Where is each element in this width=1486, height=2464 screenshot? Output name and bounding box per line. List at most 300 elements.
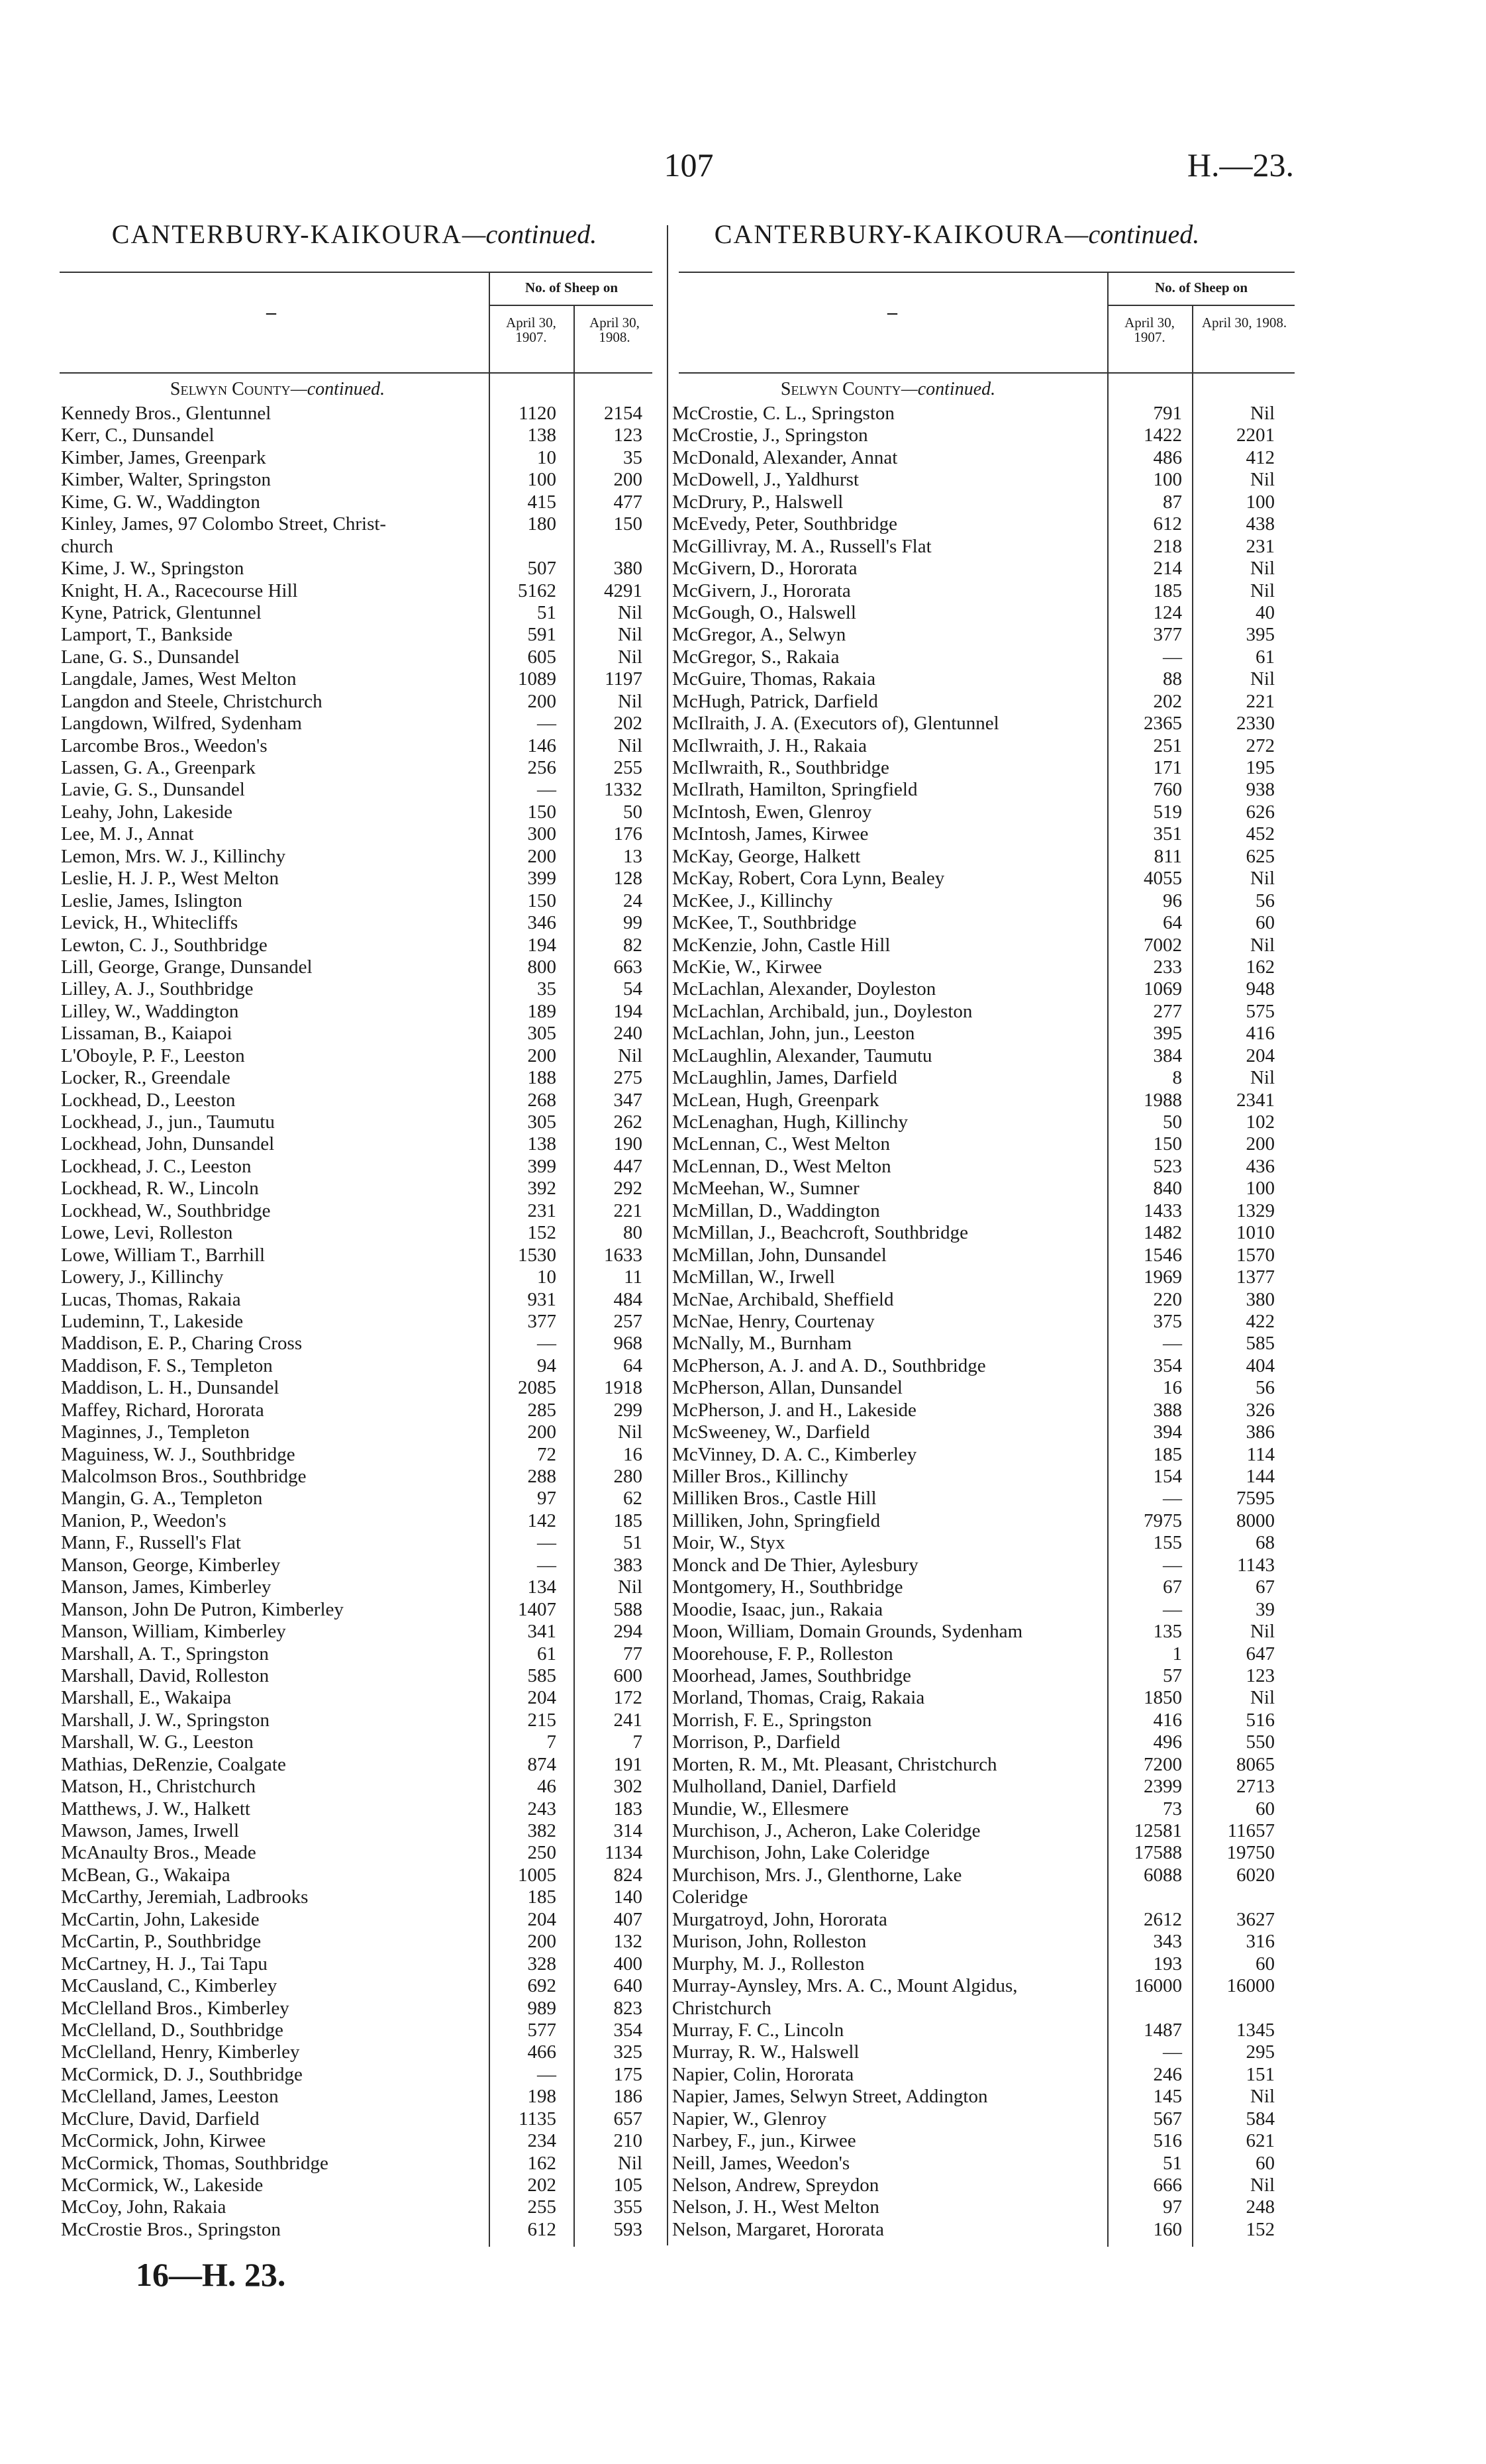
row-name: Morten, R. M., Mt. Pleasant, Christchurch (672, 1753, 997, 1775)
row-name: McGuire, Thomas, Rakaia (672, 668, 876, 690)
table-row (61, 1001, 657, 1023)
row-name: Lee, M. J., Annat (61, 823, 194, 845)
sheep-1908: Nil (1250, 558, 1275, 580)
table-row (672, 823, 1295, 845)
sheep-1908: Nil (617, 2152, 642, 2174)
sheep-1908: 447 (613, 1155, 642, 1177)
row-name: Mundie, W., Ellesmere (672, 1798, 849, 1820)
table-row (672, 513, 1295, 535)
sheep-1908: 280 (613, 1466, 642, 1487)
sheep-1908: 60 (1256, 912, 1275, 934)
sheep-1907: 202 (527, 2175, 556, 2196)
table-row (61, 890, 657, 912)
sheep-1907: 171 (1153, 757, 1182, 778)
sheep-1907: 2399 (1144, 1776, 1182, 1798)
sheep-1907: 1089 (518, 668, 556, 690)
row-name: Leslie, James, Islington (61, 890, 242, 911)
table-row (672, 1090, 1295, 1111)
row-name: Murchison, Mrs. J., Glenthorne, Lake (672, 1864, 962, 1886)
sheep-1908: 588 (613, 1598, 642, 1620)
sheep-1908: 1134 (605, 1842, 642, 1864)
table-row (61, 1665, 657, 1687)
sheep-1908: Nil (1250, 1067, 1275, 1089)
sheep-1908: 316 (1246, 1931, 1275, 1953)
row-name: Maguiness, W. J., Southbridge (61, 1443, 295, 1465)
sheep-1908: 123 (613, 425, 642, 446)
row-name: Langdale, James, West Melton (61, 668, 297, 690)
table-row (672, 558, 1295, 580)
sheep-1908: 354 (613, 2019, 642, 2041)
sheep-1907: 300 (527, 823, 556, 845)
row-name: Morrish, F. E., Springston (672, 1709, 872, 1731)
sheep-1908: 294 (613, 1621, 642, 1643)
sheep-1907: 6088 (1144, 1864, 1182, 1886)
row-name: Moodie, Isaac, jun., Rakaia (672, 1598, 883, 1620)
row-name: Kyne, Patrick, Glentunnel (61, 601, 262, 623)
sheep-1907: — (1163, 646, 1182, 668)
right-county: Selwyn County (780, 379, 901, 399)
row-name: Nelson, J. H., West Melton (672, 2196, 879, 2218)
sheep-1908: 176 (613, 823, 642, 845)
sheep-1907: 8 (1172, 1067, 1182, 1089)
sheep-1907: 200 (527, 845, 556, 867)
sheep-1908: 240 (613, 1023, 642, 1045)
sheep-1908: 8000 (1236, 1510, 1275, 1531)
sheep-1907: 605 (527, 646, 556, 668)
sheep-1907: 72 (537, 1443, 556, 1465)
table-row (61, 469, 657, 491)
page-number: 107 (664, 146, 714, 183)
sheep-1907: 382 (527, 1820, 556, 1841)
table-row (61, 1266, 657, 1288)
sheep-1908: 105 (613, 2175, 642, 2196)
row-name: McLennan, D., West Melton (672, 1155, 891, 1177)
sheep-1907: 466 (527, 2041, 556, 2063)
sheep-1907: 931 (527, 1288, 556, 1310)
row-name: Napier, James, Selwyn Street, Addington (672, 2086, 988, 2108)
sheep-1907: — (1163, 1333, 1182, 1355)
sheep-1908: 185 (613, 1510, 642, 1531)
sheep-1907: 100 (527, 469, 556, 491)
row-name: Coleridge (672, 1886, 748, 1908)
row-name: McCartney, H. J., Tai Tapu (61, 1953, 268, 1975)
sheep-1907: 50 (1163, 1111, 1182, 1133)
sheep-1907: 328 (527, 1953, 556, 1975)
table-row (61, 1289, 657, 1311)
sheep-1907: 2612 (1144, 1908, 1182, 1930)
sheep-1908: 438 (1246, 513, 1275, 535)
table-row (672, 757, 1295, 779)
table-row (672, 1400, 1295, 1421)
sheep-1907: 51 (537, 601, 556, 623)
row-name: McKee, J., Killinchy (672, 890, 833, 911)
sheep-1907: 94 (537, 1355, 556, 1376)
sheep-1908: 355 (613, 2196, 642, 2218)
sheep-1908: 40 (1256, 601, 1275, 623)
table-row (61, 1466, 657, 1488)
table-row (672, 1245, 1295, 1266)
table-row (61, 580, 657, 602)
row-name: McLennan, C., West Melton (672, 1133, 890, 1155)
sheep-1907: 154 (1153, 1466, 1182, 1487)
row-name: Lockhead, John, Dunsandel (61, 1133, 275, 1155)
table-row (672, 1023, 1295, 1045)
sheep-1908: Nil (1250, 668, 1275, 690)
sheep-1907: 256 (527, 757, 556, 778)
table-row (61, 425, 657, 446)
table-row (672, 1754, 1295, 1776)
table-row (61, 1776, 657, 1798)
sheep-1907: 188 (527, 1067, 556, 1089)
row-name: Knight, H. A., Racecourse Hill (61, 580, 298, 601)
sheep-1907: 10 (537, 446, 556, 468)
right-header-subdivider (1192, 305, 1193, 372)
table-row (672, 1731, 1295, 1753)
table-row (672, 1045, 1295, 1067)
sheep-1907: 567 (1153, 2108, 1182, 2130)
table-row (672, 1444, 1295, 1466)
sheep-1907: 415 (527, 491, 556, 513)
sheep-1908: Nil (1250, 403, 1275, 424)
sheep-1907: 35 (537, 978, 556, 1000)
sheep-1908: Nil (1250, 934, 1275, 956)
sheep-1908: 400 (613, 1953, 642, 1975)
table-row (672, 868, 1295, 890)
table-row (672, 1865, 1295, 1886)
table-row (61, 1067, 657, 1089)
table-row (672, 646, 1295, 668)
table-row (61, 1090, 657, 1111)
right-table-top-rule (679, 272, 1295, 273)
sheep-1907: 384 (1153, 1045, 1182, 1066)
table-row (672, 890, 1295, 912)
row-name: McVinney, D. A. C., Kimberley (672, 1443, 917, 1465)
sheep-1908: 550 (1246, 1731, 1275, 1753)
sheep-1907: 692 (527, 1975, 556, 1997)
sheep-1908: 51 (623, 1532, 642, 1554)
sheep-1907: 1005 (518, 1864, 556, 1886)
table-row (672, 1576, 1295, 1598)
row-name: Levick, H., Whitecliffs (61, 912, 238, 934)
sheep-1908: 1332 (604, 779, 642, 801)
table-row (61, 2175, 657, 2196)
table-row (672, 1377, 1295, 1399)
sheep-1908: 347 (613, 1089, 642, 1111)
sheep-1908: 584 (1246, 2108, 1275, 2130)
table-row (672, 403, 1295, 425)
sheep-1907: 486 (1153, 446, 1182, 468)
table-row (672, 1421, 1295, 1443)
row-name: Narbey, F., jun., Kirwee (672, 2130, 856, 2152)
sheep-1907: 220 (1153, 1288, 1182, 1310)
row-name: McLachlan, Archibald, jun., Doyleston (672, 1000, 973, 1022)
table-row (672, 779, 1295, 801)
row-name: Napier, W., Glenroy (672, 2108, 827, 2130)
sheep-1908: 150 (613, 513, 642, 535)
left-table-body (61, 403, 657, 2241)
table-row (672, 1953, 1295, 1975)
sheep-1908: 54 (623, 978, 642, 1000)
sheep-1907: 612 (527, 2218, 556, 2240)
sheep-1908: 221 (613, 1200, 642, 1221)
sheep-1908: 593 (613, 2218, 642, 2240)
row-name: Marshall, W. G., Leeston (61, 1731, 254, 1753)
sheep-1908: 647 (1246, 1643, 1275, 1665)
sheep-1907: 7 (546, 1731, 556, 1753)
row-name: Moorehouse, F. P., Rolleston (672, 1643, 893, 1665)
sheep-1908: 1377 (1236, 1266, 1275, 1288)
sheep-1908: 272 (1246, 735, 1275, 756)
table-row (61, 2153, 657, 2175)
sheep-1908: Nil (617, 1045, 642, 1066)
table-row (61, 2196, 657, 2218)
row-name: Lucas, Thomas, Rakaia (61, 1288, 241, 1310)
sheep-1907: 150 (527, 890, 556, 911)
sheep-1907: 246 (1153, 2063, 1182, 2085)
sheep-1907: 150 (527, 801, 556, 823)
row-name: McPherson, J. and H., Lakeside (672, 1399, 916, 1421)
row-name: McBean, G., Wakaipa (61, 1864, 230, 1886)
row-name: Murray-Aynsley, Mrs. A. C., Mount Algidus, (672, 1975, 1018, 1997)
row-name: Moir, W., Styx (672, 1532, 785, 1554)
sheep-1908: Nil (1250, 2086, 1275, 2108)
table-row (672, 735, 1295, 757)
sheep-1908: Nil (1250, 580, 1275, 601)
sheep-1907: 1969 (1144, 1266, 1182, 1288)
sheep-1907: 155 (1153, 1532, 1182, 1554)
sheep-1908: 114 (1246, 1443, 1275, 1465)
sheep-1907: 204 (527, 1908, 556, 1930)
sheep-1907: 138 (527, 425, 556, 446)
sheep-1908: 1010 (1236, 1222, 1275, 1244)
sheep-1907: 519 (1153, 801, 1182, 823)
sheep-1907: 1135 (519, 2108, 556, 2130)
table-row (672, 1798, 1295, 1820)
sheep-1908: 82 (623, 934, 642, 956)
table-row (61, 1687, 657, 1709)
row-name: Murison, John, Rolleston (672, 1931, 867, 1953)
sheep-1908: 60 (1256, 1798, 1275, 1820)
table-row (672, 956, 1295, 978)
sheep-1908: 231 (1246, 535, 1275, 557)
row-name: Lowe, William T., Barrhill (61, 1244, 266, 1266)
table-row (672, 1776, 1295, 1798)
sheep-1907: 17588 (1134, 1842, 1182, 1864)
sheep-1908: 325 (613, 2041, 642, 2063)
sheep-1908: 99 (623, 912, 642, 934)
table-row (672, 1311, 1295, 1333)
row-name: McCarthy, Jeremiah, Ladbrooks (61, 1886, 309, 1908)
row-name: Kinley, James, 97 Colombo Street, Christ- (61, 513, 387, 535)
table-row (61, 1111, 657, 1133)
table-row (672, 1466, 1295, 1488)
sheep-1908: 948 (1246, 978, 1275, 1000)
sheep-1908: 452 (1246, 823, 1275, 845)
table-row (672, 1998, 1295, 2020)
sheep-1908: Nil (617, 690, 642, 712)
sheep-1907: 57 (1163, 1665, 1182, 1686)
sheep-1907: 202 (1153, 690, 1182, 712)
table-row (61, 1222, 657, 1244)
table-row (672, 1266, 1295, 1288)
sheep-1907: 251 (1153, 735, 1182, 756)
sheep-1908: 380 (613, 558, 642, 580)
sheep-1907: 146 (527, 735, 556, 756)
table-row (61, 2064, 657, 2086)
row-name: McCartin, P., Southbridge (61, 1931, 262, 1953)
row-name: Kerr, C., Dunsandel (61, 425, 215, 446)
row-name: Morrison, P., Darfield (672, 1731, 840, 1753)
left-heading (93, 219, 616, 250)
sheep-1908: 11657 (1227, 1820, 1275, 1841)
row-name: McNae, Henry, Courtenay (672, 1310, 875, 1332)
table-row (61, 1156, 657, 1178)
sheep-1907: 160 (1153, 2218, 1182, 2240)
sheep-1907: 142 (527, 1510, 556, 1531)
sheep-1907: 341 (527, 1621, 556, 1643)
table-row (61, 1909, 657, 1931)
row-name: McCausland, C., Kimberley (61, 1975, 277, 1997)
row-name: Milliken, John, Springfield (672, 1510, 881, 1531)
table-row (672, 1665, 1295, 1687)
table-row (61, 1355, 657, 1377)
sheep-1908: 24 (623, 890, 642, 911)
sheep-1907: 394 (1153, 1421, 1182, 1443)
table-row (61, 602, 657, 624)
row-name: McKay, Robert, Cora Lynn, Bealey (672, 868, 945, 890)
row-name: McLachlan, Alexander, Doyleston (672, 978, 936, 1000)
sheep-1908: 600 (613, 1665, 642, 1686)
sheep-1908: 80 (623, 1222, 642, 1244)
sheep-1907: 7200 (1144, 1753, 1182, 1775)
sheep-1908: Nil (617, 1576, 642, 1598)
sheep-1907: 7002 (1144, 934, 1182, 956)
sheep-1908: 2341 (1236, 1089, 1275, 1111)
sheep-1907: 87 (1163, 491, 1182, 513)
row-name: McKay, George, Halkett (672, 845, 861, 867)
left-table-top-rule (60, 272, 652, 273)
row-name: Mulholland, Daniel, Darfield (672, 1776, 897, 1798)
table-row (61, 1621, 657, 1643)
sheep-1907: 152 (527, 1222, 556, 1244)
sheep-1907: 1433 (1144, 1200, 1182, 1221)
left-name-column-header: – (266, 301, 276, 323)
sheep-1907: 516 (1153, 2130, 1182, 2152)
sheep-1908: 295 (1246, 2041, 1275, 2063)
sheep-1907: 124 (1153, 601, 1182, 623)
table-row (61, 1178, 657, 1200)
sheep-1908: 175 (613, 2063, 642, 2085)
sheep-1907: 577 (527, 2019, 556, 2041)
sheep-1907: 800 (527, 956, 556, 978)
sheep-1908: 657 (613, 2108, 642, 2130)
sheep-1907: 399 (527, 1155, 556, 1177)
row-name: McDrury, P., Halswell (672, 491, 844, 513)
table-row (672, 1510, 1295, 1532)
sheep-1908: Nil (1250, 1687, 1275, 1709)
table-row (672, 691, 1295, 713)
sheep-1908: 585 (1246, 1333, 1275, 1355)
row-name: Matthews, J. W., Halkett (61, 1798, 250, 1820)
row-name: Lassen, G. A., Greenpark (61, 757, 256, 778)
row-name: Lane, G. S., Dunsandel (61, 646, 240, 668)
sheep-1907: 134 (527, 1576, 556, 1598)
table-row (672, 1133, 1295, 1155)
table-row (672, 2020, 1295, 2041)
sheep-1908: 11 (624, 1266, 642, 1288)
row-name: McIlrath, Hamilton, Springfield (672, 779, 918, 801)
sheep-1908: 140 (613, 1886, 642, 1908)
table-row (61, 1488, 657, 1510)
sheep-1907: 150 (1153, 1133, 1182, 1155)
row-name: Lamport, T., Bankside (61, 624, 233, 646)
sheep-1907: 10 (537, 1266, 556, 1288)
table-row (672, 580, 1295, 602)
left-date-1907: April 30, 1907. (506, 315, 556, 345)
sheep-1908: 407 (613, 1908, 642, 1930)
sheep-1908: 395 (1246, 624, 1275, 646)
sheep-1908: Nil (617, 1421, 642, 1443)
table-row (61, 2130, 657, 2152)
sheep-1907: 200 (527, 1931, 556, 1953)
table-row (61, 2086, 657, 2108)
sheep-1907: 185 (1153, 1443, 1182, 1465)
sheep-1908: 190 (613, 1133, 642, 1155)
row-name: McDowell, J., Yaldhurst (672, 469, 859, 491)
table-row (61, 2219, 657, 2241)
row-name: Kimber, Walter, Springston (61, 469, 271, 491)
sheep-1907: 343 (1153, 1931, 1182, 1953)
table-row (672, 1156, 1295, 1178)
row-name: Larcombe Bros., Weedon's (61, 735, 268, 756)
table-row (672, 2219, 1295, 2241)
row-name: McMillan, John, Dunsandel (672, 1244, 887, 1266)
row-name: McGregor, A., Selwyn (672, 624, 846, 646)
row-name: Napier, Colin, Hororata (672, 2063, 854, 2085)
table-row (672, 2108, 1295, 2130)
sheep-1907: 811 (1154, 845, 1182, 867)
row-name: Lissaman, B., Kaiapoi (61, 1023, 232, 1045)
row-name: Lill, George, Grange, Dunsandel (61, 956, 313, 978)
row-name: Langdon and Steele, Christchurch (61, 690, 322, 712)
row-name: Murchison, John, Lake Coleridge (672, 1842, 930, 1864)
table-row (61, 2041, 657, 2063)
row-name: Manion, P., Weedon's (61, 1510, 226, 1531)
row-name: Ludeminn, T., Lakeside (61, 1310, 244, 1332)
sheep-1908: 144 (1246, 1466, 1275, 1487)
table-row (61, 1643, 657, 1665)
sheep-1908: 380 (1246, 1288, 1275, 1310)
sheep-1908: 13 (623, 845, 642, 867)
sheep-1908: 484 (613, 1288, 642, 1310)
table-row (61, 2108, 657, 2130)
row-name: McMillan, D., Waddington (672, 1200, 880, 1221)
sheep-1907: 194 (527, 934, 556, 956)
table-row (61, 1820, 657, 1842)
sheep-1908: 60 (1256, 1953, 1275, 1975)
row-name: McEvedy, Peter, Southbridge (672, 513, 898, 535)
sheep-1908: 7 (632, 1731, 642, 1753)
sheep-1907: 507 (527, 558, 556, 580)
sheep-1907: 2085 (518, 1377, 556, 1399)
sheep-1907: 1 (1172, 1643, 1182, 1665)
table-row (672, 536, 1295, 558)
sheep-1907: 1530 (518, 1244, 556, 1266)
table-row (61, 1798, 657, 1820)
row-name: McAnaulty Bros., Meade (61, 1842, 256, 1864)
sheep-1907: — (537, 1554, 556, 1576)
row-name: Marshall, David, Rolleston (61, 1665, 270, 1686)
